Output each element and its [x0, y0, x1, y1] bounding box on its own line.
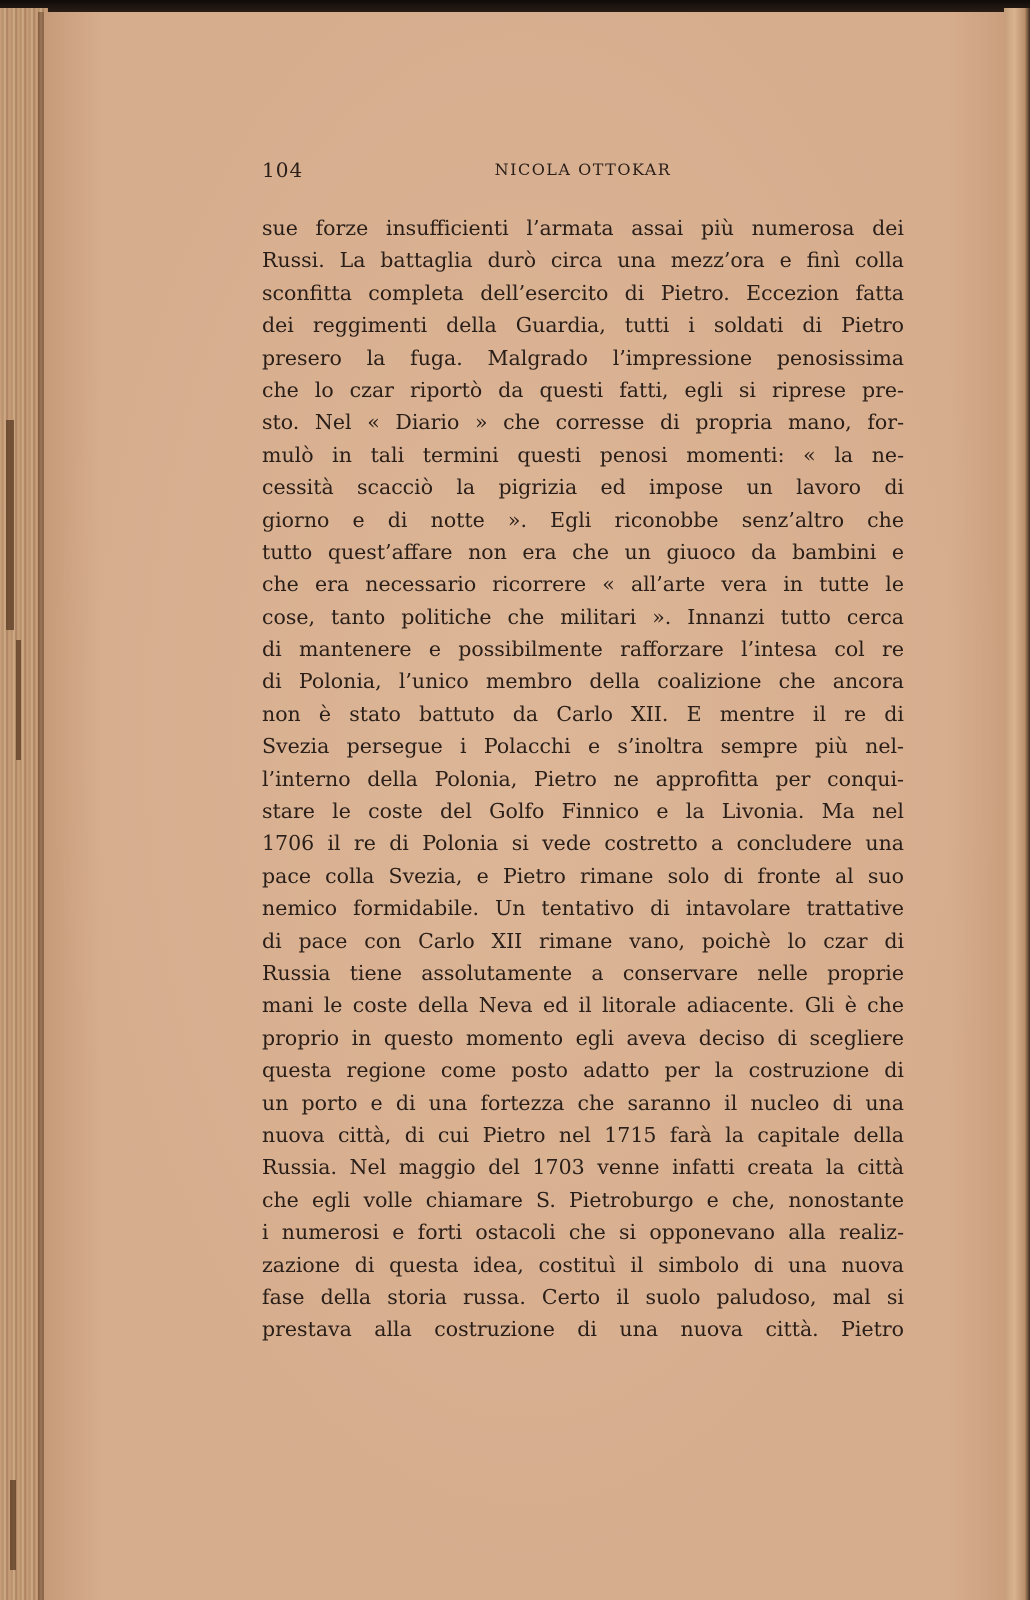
text-line: zazione di questa idea, costituì il simbolo di una nuova [262, 1252, 904, 1277]
text-line: che era necessario ricorrere « all’arte vera in tutte le [262, 572, 904, 597]
text-line: che lo czar riportò da questi fatti, egli si riprese pre- [262, 377, 904, 402]
text-line: fase della storia russa. Certo il suolo paludoso, mal si [262, 1284, 904, 1309]
text-line: sto. Nel « Diario » che corresse di propria mano, for- [262, 410, 904, 435]
text-line: presero la fuga. Malgrado l’impressione penosissima [262, 345, 904, 370]
text-line: nemico formidabile. Un tentativo di intavolare trattative [262, 896, 904, 921]
text-line: i numerosi e forti ostacoli che si opponevano alla realiz- [262, 1220, 904, 1245]
text-line: prestava alla costruzione di una nuova città. Pietro [262, 1317, 904, 1342]
text-line: stare le coste del Golfo Finnico e la Livonia. Ma nel [262, 799, 904, 824]
text-line: pace colla Svezia, e Pietro rimane solo di fronte al suo [262, 863, 904, 888]
text-line: mulò in tali termini questi penosi momenti: « la ne- [262, 442, 904, 467]
scan-top-edge [0, 0, 1030, 12]
binding-stain [6, 420, 14, 630]
text-line: di Polonia, l’unico membro della coalizione che ancora [262, 669, 904, 694]
text-line: non è stato battuto da Carlo XII. E mentre il re di [262, 701, 904, 726]
page-number: 104 [262, 158, 304, 182]
text-line: tutto quest’affare non era che un giuoco da bambini e [262, 539, 904, 564]
binding-stain [10, 1480, 16, 1570]
running-title: NICOLA OTTOKAR [494, 160, 672, 179]
body-text [262, 212, 904, 1346]
text-line: dei reggimenti della Guardia, tutti i soldati di Pietro [262, 313, 904, 338]
text-line: un porto e di una fortezza che saranno il nucleo di una [262, 1090, 904, 1115]
text-line: sue forze insufficienti l’armata assai più numerosa dei [262, 216, 904, 240]
text-line: l’interno della Polonia, Pietro ne approfitta per conqui- [262, 766, 904, 791]
text-line: giorno e di notte ». Egli riconobbe senz’altro che [262, 507, 904, 532]
text-line: mani le coste della Neva ed il litorale adiacente. Gli è che [262, 993, 904, 1018]
text-line: proprio in questo momento egli aveva deciso di scegliere [262, 1025, 904, 1050]
book-page [44, 12, 1006, 1600]
binding-stain [16, 640, 21, 760]
text-line: Russia. Nel maggio del 1703 venne infatti creata la città [262, 1155, 904, 1180]
page-right-edge [1004, 8, 1030, 1600]
text-line: cessità scacciò la pigrizia ed impose un lavoro di [262, 475, 904, 500]
text-line: questa regione come posto adatto per la costruzione di [262, 1058, 904, 1083]
text-line: Russia tiene assolutamente a conservare nelle proprie [262, 960, 904, 985]
text-line: cose, tanto politiche che militari ». Innanzi tutto cerca [262, 604, 904, 629]
text-line: che egli volle chiamare S. Pietroburgo e che, nonostante [262, 1187, 904, 1212]
text-line: Svezia persegue i Polacchi e s’inoltra sempre più nel- [262, 734, 904, 759]
text-line: sconfitta completa dell’esercito di Pietro. Eccezion fatta [262, 280, 904, 305]
text-line: di pace con Carlo XII rimane vano, poichè lo czar di [262, 928, 904, 953]
text-line: Russi. La battaglia durò circa una mezz’ora e finì colla [262, 248, 904, 273]
text-line: nuova città, di cui Pietro nel 1715 farà la capitale della [262, 1122, 904, 1147]
text-line: 1706 il re di Polonia si vede costretto a concludere una [262, 831, 904, 856]
page-header [262, 158, 904, 188]
text-line: di mantenere e possibilmente rafforzare l’intesa col re [262, 637, 904, 662]
